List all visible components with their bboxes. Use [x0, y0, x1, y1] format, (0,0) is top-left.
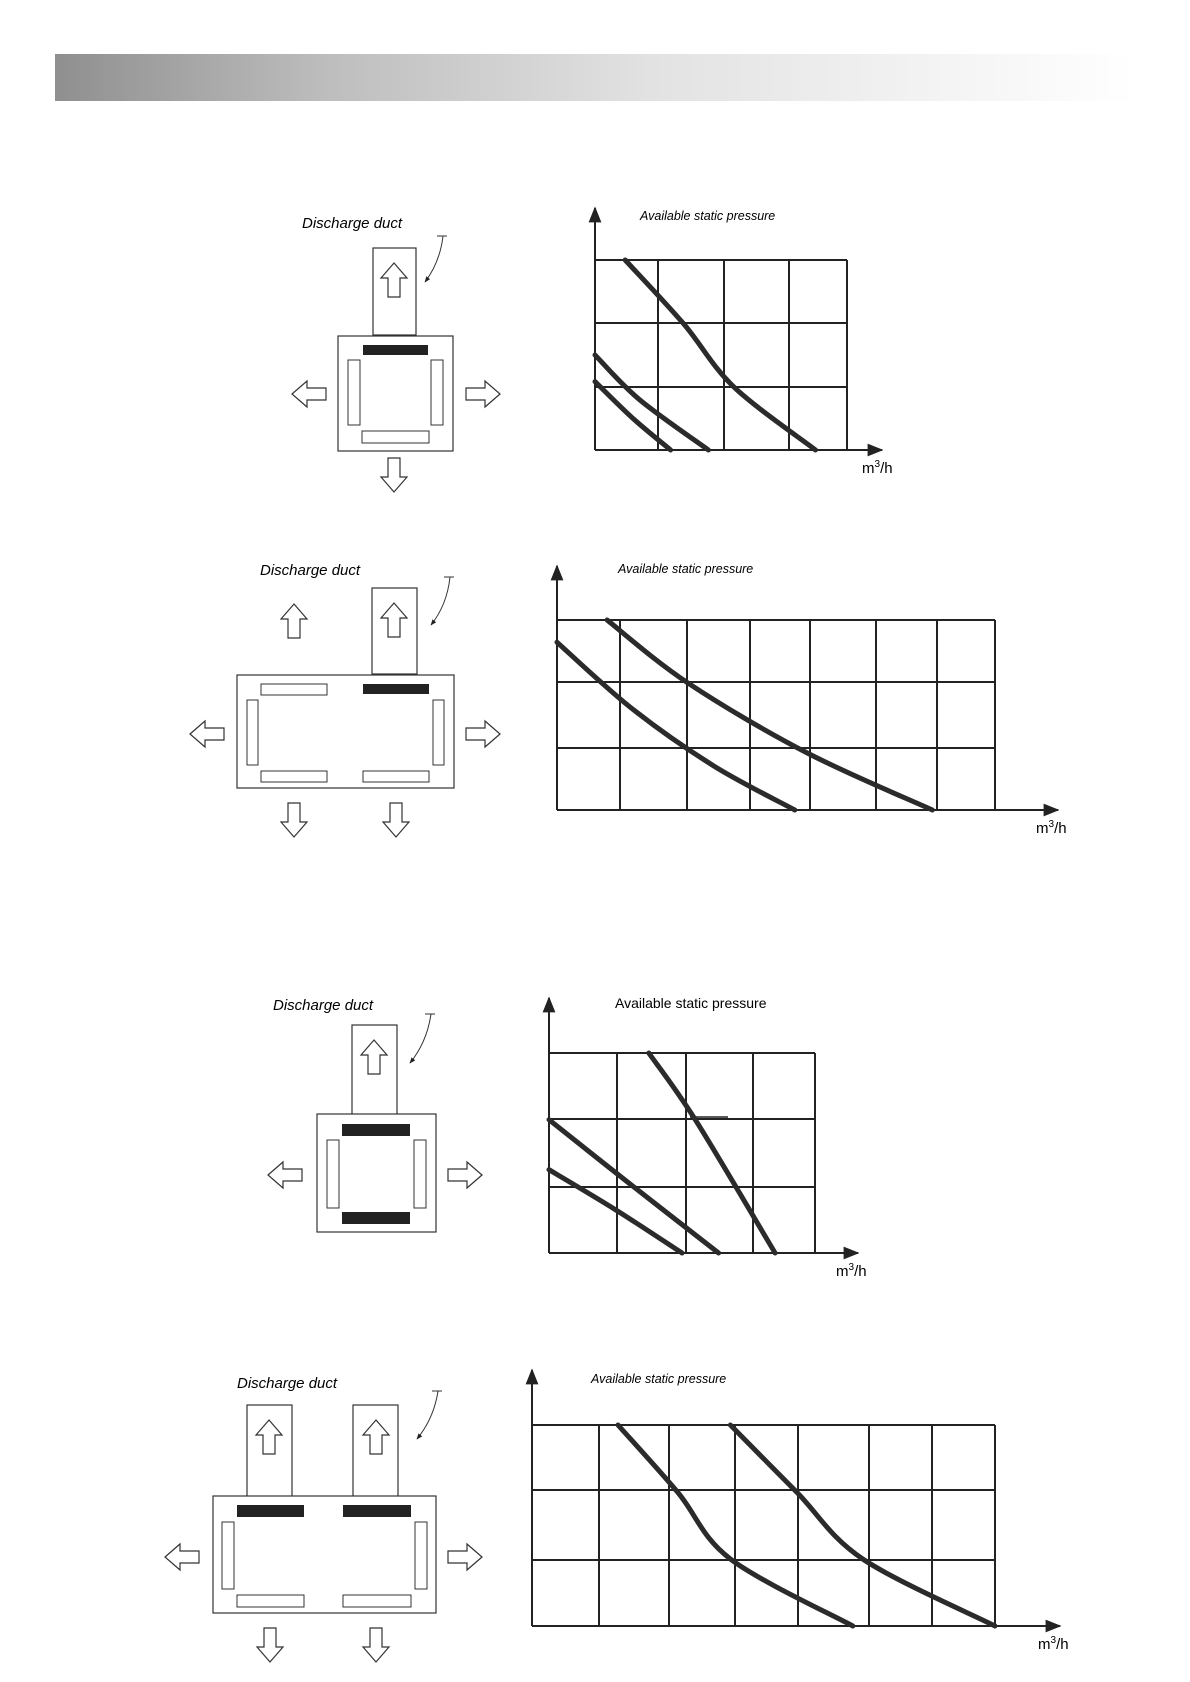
- section-2-pressure-chart: [557, 562, 1067, 837]
- section-3-unit-diagram: [268, 997, 482, 1232]
- x-axis-unit-4: $m^3/h$: [1038, 1635, 1069, 1653]
- section-3-pressure-chart: [549, 995, 867, 1280]
- chart-1-series-1: [625, 260, 815, 450]
- pointer-line-icon: [425, 236, 447, 282]
- duct-label-1: Discharge duct: [302, 215, 403, 232]
- arrow-right-icon: [448, 1544, 482, 1570]
- arrow-down-icon: [383, 803, 409, 837]
- outlet-slot-open: [237, 1595, 304, 1607]
- arrow-up-icon: [281, 604, 307, 638]
- duct-label-2: Discharge duct: [260, 562, 361, 579]
- arrow-right-icon: [466, 381, 500, 407]
- arrow-left-icon: [292, 381, 326, 407]
- section-1-unit-diagram: [292, 215, 500, 492]
- outlet-slot-open: [362, 431, 429, 443]
- outlet-slot-open: [415, 1522, 427, 1589]
- arrow-left-icon: [190, 721, 224, 747]
- arrow-right-icon: [466, 721, 500, 747]
- outlet-slot-closed: [363, 684, 429, 694]
- arrow-down-icon: [381, 458, 407, 492]
- pointer-line-icon: [431, 577, 454, 625]
- chart-4-series-2: [730, 1425, 995, 1626]
- arrow-right-icon: [448, 1162, 482, 1188]
- outlet-slot-open: [247, 700, 258, 765]
- outlet-slot-open: [363, 771, 429, 782]
- outlet-slot-closed: [237, 1505, 304, 1517]
- outlet-slot-open: [261, 771, 327, 782]
- chart-grid-2: [557, 620, 995, 810]
- arrow-left-icon: [268, 1162, 302, 1188]
- outlet-slot-open: [414, 1140, 426, 1208]
- x-axis-unit-1: $m^3/h$: [862, 459, 893, 477]
- chart-title-1: Available static pressure: [640, 209, 776, 223]
- outlet-slot-open: [433, 700, 444, 765]
- outlet-slot-closed: [363, 345, 428, 355]
- x-axis-unit-2: $m^3/h$: [1036, 819, 1067, 837]
- outlet-slot-open: [222, 1522, 234, 1589]
- arrow-down-icon: [363, 1628, 389, 1662]
- outlet-slot-open: [343, 1595, 411, 1607]
- chart-title-3: Available static pressure: [615, 995, 767, 1011]
- section-1-pressure-chart: [595, 208, 893, 477]
- outlet-slot-open: [327, 1140, 339, 1208]
- section-4-pressure-chart: [532, 1370, 1069, 1653]
- section-2-unit-diagram: [190, 562, 500, 837]
- arrow-left-icon: [165, 1544, 199, 1570]
- outlet-slot-closed: [342, 1124, 410, 1136]
- duct-label-3: Discharge duct: [273, 997, 374, 1014]
- arrow-down-icon: [257, 1628, 283, 1662]
- x-axis-unit-3: $m^3/h$: [836, 1262, 867, 1280]
- pointer-line-icon: [417, 1391, 442, 1439]
- outlet-slot-open: [431, 360, 443, 425]
- chart-title-2: Available static pressure: [618, 562, 754, 576]
- outlet-slot-open: [348, 360, 360, 425]
- chart-2-series-1: [607, 620, 932, 810]
- chart-3-series-1: [649, 1053, 775, 1253]
- outlet-slot-closed: [342, 1212, 410, 1224]
- section-4-unit-diagram: [165, 1375, 482, 1662]
- arrow-down-icon: [281, 803, 307, 837]
- outlet-slot-open: [261, 684, 327, 695]
- duct-label-4: Discharge duct: [237, 1375, 338, 1392]
- pointer-line-icon: [410, 1014, 435, 1063]
- outlet-slot-closed: [343, 1505, 411, 1517]
- chart-title-4: Available static pressure: [591, 1372, 727, 1386]
